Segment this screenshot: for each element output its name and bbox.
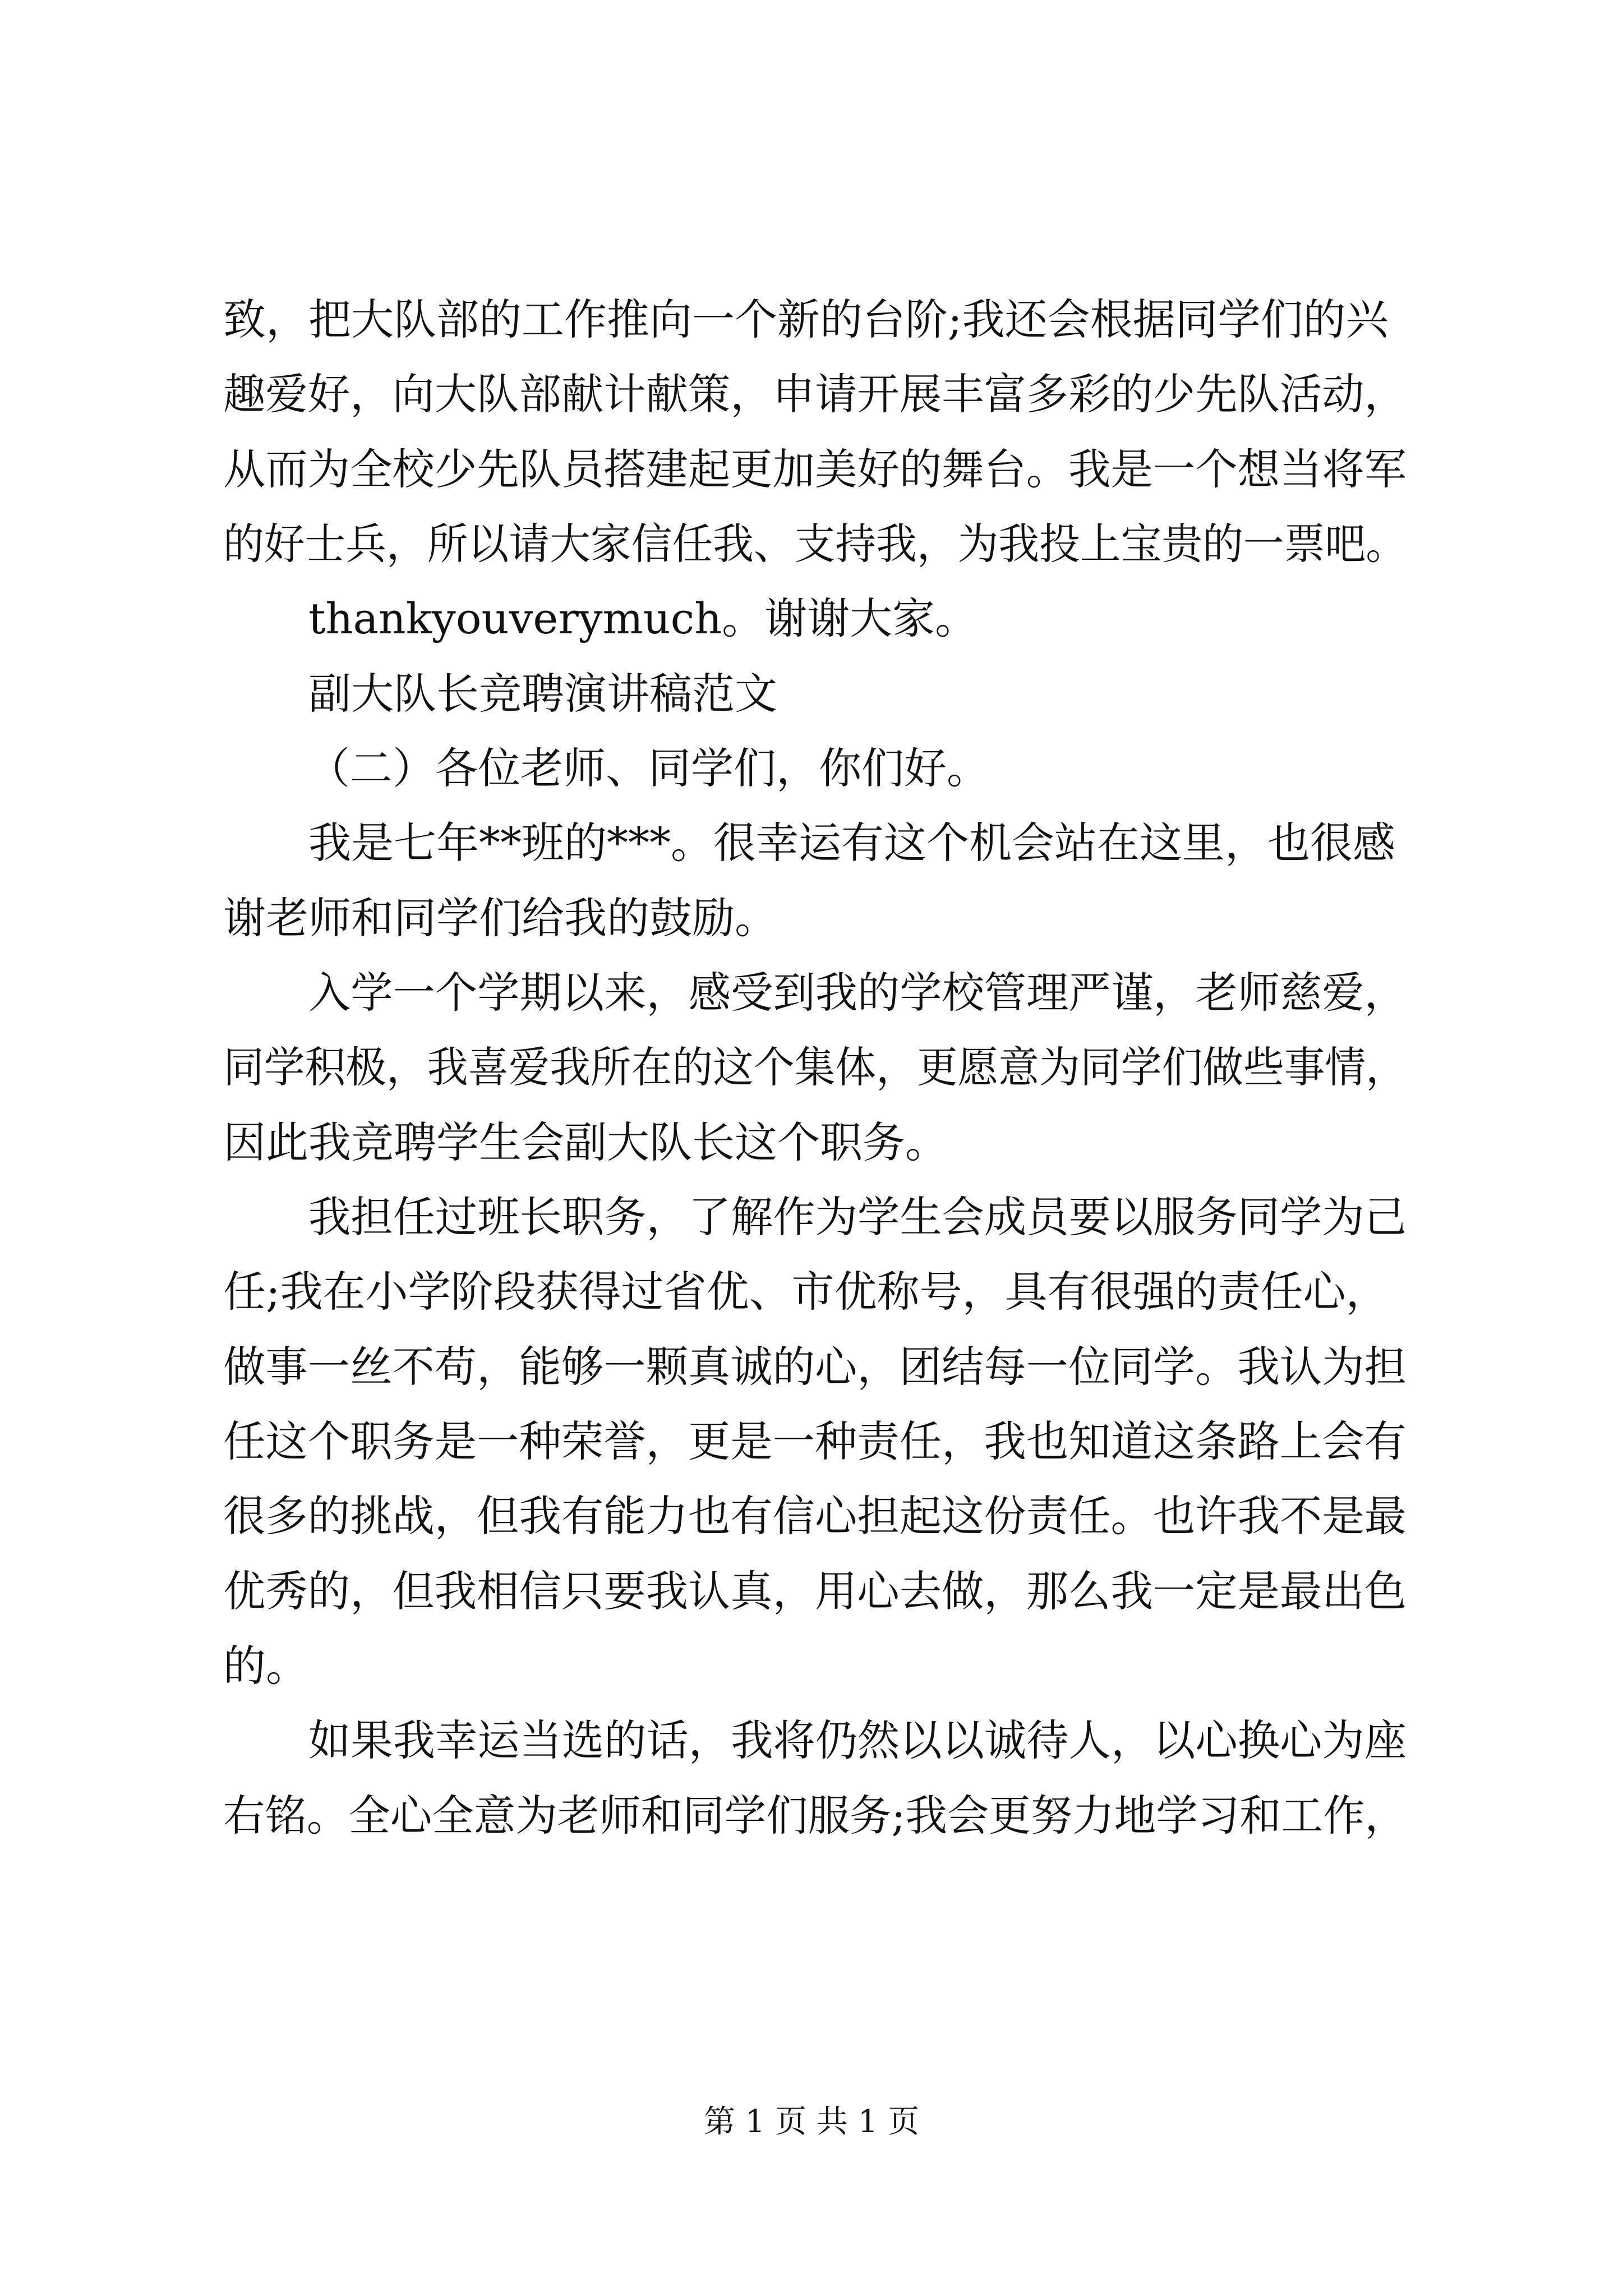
text-line: 优秀的，但我相信只要我认真，用心去做，那么我一定是最出色 — [223, 1566, 1407, 1616]
text-line: 我担任过班长职务，了解作为学生会成员要以服务同学为己 — [308, 1192, 1407, 1242]
page-footer: 第 1 页 共 1 页 — [703, 2104, 920, 2140]
text-line: thankyouverymuch。谢谢大家。 — [308, 593, 978, 643]
text-line: 因此我竞聘学生会副大队长这个职务。 — [223, 1117, 948, 1167]
text-line: 的好士兵，所以请大家信任我、支持我，为我投上宝贵的一票吧。 — [223, 519, 1407, 569]
text-line: 我是七年**班的***。很幸运有这个机会站在这里，也很感 — [308, 818, 1395, 868]
text-line: 入学一个学期以来，感受到我的学校管理严谨，老师慈爱， — [308, 968, 1407, 1018]
text-line: 从而为全校少先队员搭建起更加美好的舞台。我是一个想当将军 — [223, 444, 1407, 494]
text-line: 趣爱好，向大队部献计献策，申请开展丰富多彩的少先队活动， — [223, 369, 1407, 419]
text-line: 很多的挑战，但我有能力也有信心担起这份责任。也许我不是最 — [223, 1491, 1407, 1541]
text-line: 做事一丝不苟，能够一颗真诚的心，团结每一位同学。我认为担 — [223, 1342, 1407, 1392]
text-line: 任这个职务是一种荣誉，更是一种责任，我也知道这条路上会有 — [223, 1416, 1407, 1466]
text-line: 任;我在小学阶段获得过省优、市优称号，具有很强的责任心， — [223, 1267, 1389, 1317]
text-line: 谢老师和同学们给我的鼓励。 — [223, 893, 777, 943]
text-line: （二）各位老师、同学们，你们好。 — [307, 743, 989, 793]
text-line: 致，把大队部的工作推向一个新的台阶;我还会根据同学们的兴 — [223, 295, 1389, 344]
section-heading: 副大队长竞聘演讲稿范文 — [308, 669, 777, 719]
text-line: 右铭。全心全意为老师和同学们服务;我会更努力地学习和工作， — [223, 1791, 1407, 1841]
text-line: 如果我幸运当选的话，我将仍然以以诚待人，以心换心为座 — [308, 1715, 1407, 1765]
text-line: 同学积极，我喜爱我所在的这个集体，更愿意为同学们做些事情， — [223, 1042, 1407, 1092]
text-line: 的。 — [223, 1641, 308, 1691]
